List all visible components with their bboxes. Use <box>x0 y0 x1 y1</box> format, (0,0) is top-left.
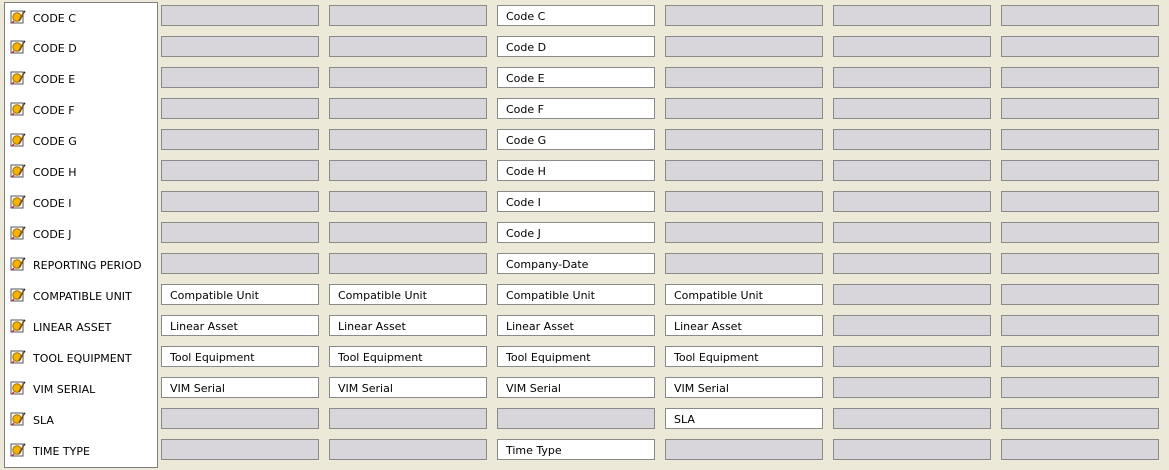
segment-empty-field[interactable] <box>329 160 487 181</box>
segment-edit-icon[interactable] <box>10 411 26 427</box>
segment-empty-field[interactable] <box>665 129 823 150</box>
segment-value-text: SLA <box>674 413 695 426</box>
segment-empty-field[interactable] <box>833 36 991 57</box>
segment-empty-field[interactable] <box>161 222 319 243</box>
segment-label: SLA <box>33 414 54 427</box>
segment-value-field[interactable] <box>497 160 655 181</box>
segment-empty-field[interactable] <box>833 377 991 398</box>
segment-empty-field[interactable] <box>833 98 991 119</box>
segment-empty-field[interactable] <box>833 191 991 212</box>
segment-empty-field[interactable] <box>1001 222 1159 243</box>
segment-label: CODE I <box>33 197 72 210</box>
segment-empty-field[interactable] <box>833 439 991 460</box>
segment-empty-field[interactable] <box>1001 36 1159 57</box>
segment-value-field[interactable] <box>161 377 319 398</box>
segment-edit-icon[interactable] <box>10 194 26 210</box>
segment-value-text: Tool Equipment <box>506 351 591 364</box>
segment-label: VIM SERIAL <box>33 383 96 396</box>
segment-label: TOOL EQUIPMENT <box>33 352 132 365</box>
segment-empty-field[interactable] <box>665 253 823 274</box>
segment-label: LINEAR ASSET <box>33 321 112 334</box>
segment-edit-icon[interactable] <box>10 349 26 365</box>
segment-label: REPORTING PERIOD <box>33 259 142 272</box>
segment-empty-field[interactable] <box>665 67 823 88</box>
segment-value-text: Company-Date <box>506 258 589 271</box>
segment-label: CODE D <box>33 42 77 55</box>
segment-value-field[interactable] <box>497 191 655 212</box>
segment-empty-field[interactable] <box>329 408 487 429</box>
segment-label: COMPATIBLE UNIT <box>33 290 132 303</box>
segment-empty-field[interactable] <box>329 36 487 57</box>
segment-value-field[interactable] <box>497 67 655 88</box>
segment-empty-field[interactable] <box>1001 253 1159 274</box>
segment-edit-icon[interactable] <box>10 442 26 458</box>
segment-value-text: VIM Serial <box>338 382 393 395</box>
segment-value-field[interactable] <box>329 284 487 305</box>
segment-empty-field[interactable] <box>833 408 991 429</box>
segment-value-text: Tool Equipment <box>170 351 255 364</box>
segment-value-text: Code E <box>506 72 545 85</box>
segment-value-text: Compatible Unit <box>338 289 427 302</box>
segment-label: TIME TYPE <box>33 445 90 458</box>
segment-label-cell[interactable] <box>4 374 158 406</box>
segment-empty-field[interactable] <box>1001 408 1159 429</box>
segment-value-field[interactable] <box>665 315 823 336</box>
segment-value-text: Tool Equipment <box>338 351 423 364</box>
segment-value-text: VIM Serial <box>506 382 561 395</box>
segment-edit-icon[interactable] <box>10 380 26 396</box>
segment-empty-field[interactable] <box>161 408 319 429</box>
segment-empty-field[interactable] <box>833 129 991 150</box>
segment-empty-field[interactable] <box>1001 5 1159 26</box>
segment-empty-field[interactable] <box>1001 191 1159 212</box>
segment-value-field[interactable] <box>497 129 655 150</box>
segment-empty-field[interactable] <box>665 191 823 212</box>
segment-empty-field[interactable] <box>329 129 487 150</box>
segment-edit-icon[interactable] <box>10 163 26 179</box>
segment-empty-field[interactable] <box>161 191 319 212</box>
segment-empty-field[interactable] <box>833 346 991 367</box>
segment-empty-field[interactable] <box>833 315 991 336</box>
segment-label-cell[interactable] <box>4 188 158 220</box>
segment-value-text: VIM Serial <box>674 382 729 395</box>
segment-value-text: Code G <box>506 134 547 147</box>
segment-label-cell[interactable] <box>4 95 158 127</box>
segment-edit-icon[interactable] <box>10 287 26 303</box>
segment-edit-icon[interactable] <box>10 132 26 148</box>
segment-value-field[interactable] <box>497 346 655 367</box>
segment-value-field[interactable] <box>161 284 319 305</box>
segment-edit-icon[interactable] <box>10 318 26 334</box>
segment-empty-field[interactable] <box>833 222 991 243</box>
segment-value-field[interactable] <box>329 315 487 336</box>
segment-empty-field[interactable] <box>833 253 991 274</box>
segment-value-field[interactable] <box>665 377 823 398</box>
segment-empty-field[interactable] <box>161 129 319 150</box>
segment-value-text: Compatible Unit <box>506 289 595 302</box>
segment-label-cell[interactable] <box>4 250 158 282</box>
segment-empty-field[interactable] <box>1001 67 1159 88</box>
segment-label-cell[interactable] <box>4 157 158 189</box>
segment-value-text: Tool Equipment <box>674 351 759 364</box>
segment-label: CODE E <box>33 73 76 86</box>
segment-label: CODE F <box>33 104 75 117</box>
segment-empty-field[interactable] <box>1001 129 1159 150</box>
segment-label-cell[interactable] <box>4 281 158 313</box>
segment-value-field[interactable] <box>497 439 655 460</box>
segment-value-text: Linear Asset <box>506 320 574 333</box>
segment-value-field[interactable] <box>497 222 655 243</box>
segment-empty-field[interactable] <box>161 439 319 460</box>
segment-empty-field[interactable] <box>161 98 319 119</box>
segment-value-text: Code J <box>506 227 541 240</box>
segment-empty-field[interactable] <box>1001 377 1159 398</box>
segment-empty-field[interactable] <box>665 439 823 460</box>
segment-edit-icon[interactable] <box>10 101 26 117</box>
segment-label-cell[interactable] <box>4 405 158 437</box>
segment-empty-field[interactable] <box>161 5 319 26</box>
segment-value-field[interactable] <box>497 253 655 274</box>
segment-empty-field[interactable] <box>329 191 487 212</box>
segment-value-text: Time Type <box>506 444 562 457</box>
segment-value-field[interactable] <box>665 408 823 429</box>
segment-empty-field[interactable] <box>833 160 991 181</box>
segment-label: CODE G <box>33 135 77 148</box>
segment-empty-field[interactable] <box>665 222 823 243</box>
segment-value-field[interactable] <box>665 346 823 367</box>
segment-value-field[interactable] <box>665 284 823 305</box>
segment-edit-icon[interactable] <box>10 9 26 25</box>
segment-label-cell[interactable] <box>4 2 158 34</box>
segment-empty-field[interactable] <box>1001 346 1159 367</box>
segment-empty-field[interactable] <box>1001 439 1159 460</box>
segment-empty-field[interactable] <box>329 439 487 460</box>
segment-value-text: Linear Asset <box>674 320 742 333</box>
segment-value-field[interactable] <box>161 315 319 336</box>
segment-value-field[interactable] <box>497 377 655 398</box>
segment-empty-field[interactable] <box>665 160 823 181</box>
segment-label-cell[interactable] <box>4 126 158 158</box>
segment-empty-field[interactable] <box>1001 160 1159 181</box>
segment-value-field[interactable] <box>497 315 655 336</box>
segment-empty-field[interactable] <box>665 5 823 26</box>
segment-label-cell[interactable] <box>4 312 158 344</box>
segment-empty-field[interactable] <box>1001 98 1159 119</box>
segment-value-text: Code I <box>506 196 541 209</box>
segment-empty-field[interactable] <box>833 67 991 88</box>
segment-empty-field[interactable] <box>833 284 991 305</box>
segment-value-text: Linear Asset <box>170 320 238 333</box>
segment-empty-field[interactable] <box>497 408 655 429</box>
segment-label: CODE C <box>33 12 76 25</box>
segment-value-text: Code D <box>506 41 547 54</box>
segment-empty-field[interactable] <box>161 160 319 181</box>
segment-empty-field[interactable] <box>329 98 487 119</box>
segment-value-field[interactable] <box>329 377 487 398</box>
segment-value-text: Code H <box>506 165 546 178</box>
segment-value-text: Linear Asset <box>338 320 406 333</box>
segment-value-text: Code F <box>506 103 544 116</box>
segment-edit-icon[interactable] <box>10 225 26 241</box>
segment-label-cell[interactable] <box>4 33 158 65</box>
segment-label-cell[interactable] <box>4 219 158 251</box>
segment-edit-icon[interactable] <box>10 256 26 272</box>
segment-empty-field[interactable] <box>161 253 319 274</box>
segment-edit-icon[interactable] <box>10 39 26 55</box>
segment-label-cell[interactable] <box>4 64 158 96</box>
segment-value-field[interactable] <box>497 98 655 119</box>
segment-label-cell[interactable] <box>4 343 158 375</box>
segment-value-text: Compatible Unit <box>674 289 763 302</box>
segment-value-field[interactable] <box>497 5 655 26</box>
segment-empty-field[interactable] <box>161 67 319 88</box>
segment-empty-field[interactable] <box>329 222 487 243</box>
segment-edit-icon[interactable] <box>10 70 26 86</box>
segment-value-text: Compatible Unit <box>170 289 259 302</box>
segment-value-field[interactable] <box>497 36 655 57</box>
segment-empty-field[interactable] <box>665 98 823 119</box>
segment-empty-field[interactable] <box>665 36 823 57</box>
segment-label: CODE J <box>33 228 72 241</box>
segment-label: CODE H <box>33 166 77 179</box>
segment-empty-field[interactable] <box>161 36 319 57</box>
segment-empty-field[interactable] <box>1001 284 1159 305</box>
segment-value-field[interactable] <box>497 284 655 305</box>
segment-value-field[interactable] <box>329 346 487 367</box>
segment-empty-field[interactable] <box>329 253 487 274</box>
segment-empty-field[interactable] <box>833 5 991 26</box>
segment-label-cell[interactable] <box>4 436 158 468</box>
segment-empty-field[interactable] <box>329 5 487 26</box>
segment-value-text: Code C <box>506 10 546 23</box>
segment-value-field[interactable] <box>161 346 319 367</box>
segment-value-text: VIM Serial <box>170 382 225 395</box>
segment-empty-field[interactable] <box>1001 315 1159 336</box>
segment-empty-field[interactable] <box>329 67 487 88</box>
